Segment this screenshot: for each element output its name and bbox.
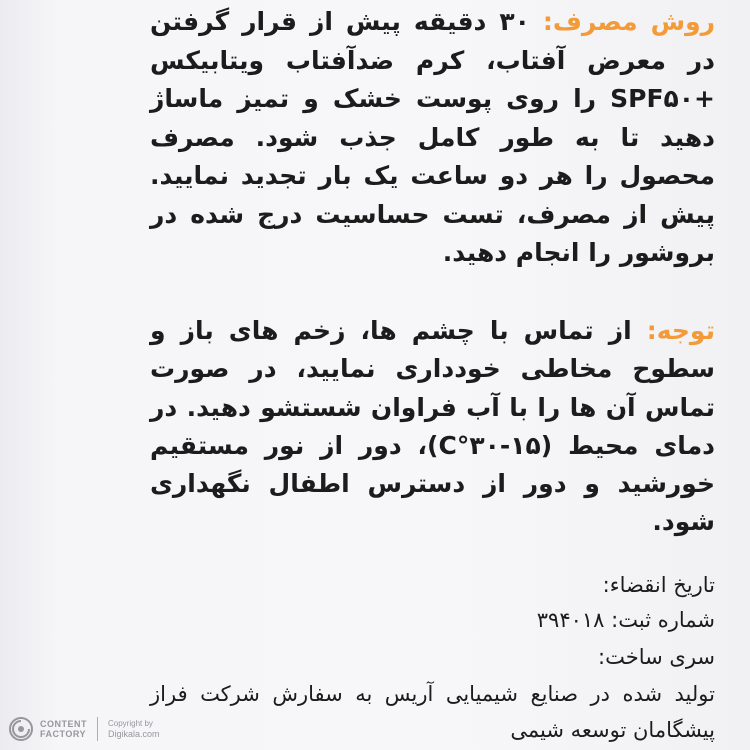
usage-text: ۳۰ دقیقه پیش از قرار گرفتن در معرض آفتاب، کرم ضدآفتاب ویتابیکس +SPF۵۰ را روی پوست خشک و تمیز ماساژ دهید تا به طور کامل جذب شود. مصرف محصول را هر دو ساعت یک بار تجدید نمایید. پیش از مصرف، تست حساسیت درج شده در بروشور را انجام دهید. xyxy=(150,7,715,267)
watermark-brand-line1: CONTENT xyxy=(40,719,87,729)
watermark-divider xyxy=(97,717,98,741)
usage-section xyxy=(150,3,715,273)
registration-line xyxy=(150,605,715,635)
manufacturer-text: تولید شده در صنایع شیمیایی آریس به سفارش شرکت فراز پیشگامان توسعه شیمی xyxy=(150,682,715,742)
watermark-brand-line2: FACTORY xyxy=(40,729,87,739)
watermark-site: Digikala.com xyxy=(108,729,160,739)
batch-label: سری ساخت: xyxy=(598,645,715,669)
registration-label: شماره ثبت: xyxy=(611,608,715,632)
usage-heading: روش مصرف: xyxy=(542,7,715,36)
watermark-copyright xyxy=(108,718,160,740)
warning-section xyxy=(150,312,715,542)
expiry-label: تاریخ انقضاء: xyxy=(602,573,715,597)
digikala-watermark xyxy=(8,712,198,746)
content-factory-logo-icon xyxy=(8,716,34,742)
watermark-brand xyxy=(40,719,87,739)
warning-heading: توجه: xyxy=(646,316,715,345)
expiry-line xyxy=(150,570,715,600)
watermark-copyright-line: Copyright by xyxy=(108,719,153,728)
batch-line xyxy=(150,642,715,672)
warning-text: از تماس با چشم ها، زخم های باز و سطوح مخاطی خودداری نمایید، در صورت تماس آن ها را با آب فراوان شستشو دهید. در دمای محیط (۱۵-۳۰°C)، دور از نور مستقیم خورشید و دور از دسترس اطفال نگهداری شود. xyxy=(150,316,716,537)
registration-number: ۳۹۴۰۱۸ xyxy=(536,608,605,632)
